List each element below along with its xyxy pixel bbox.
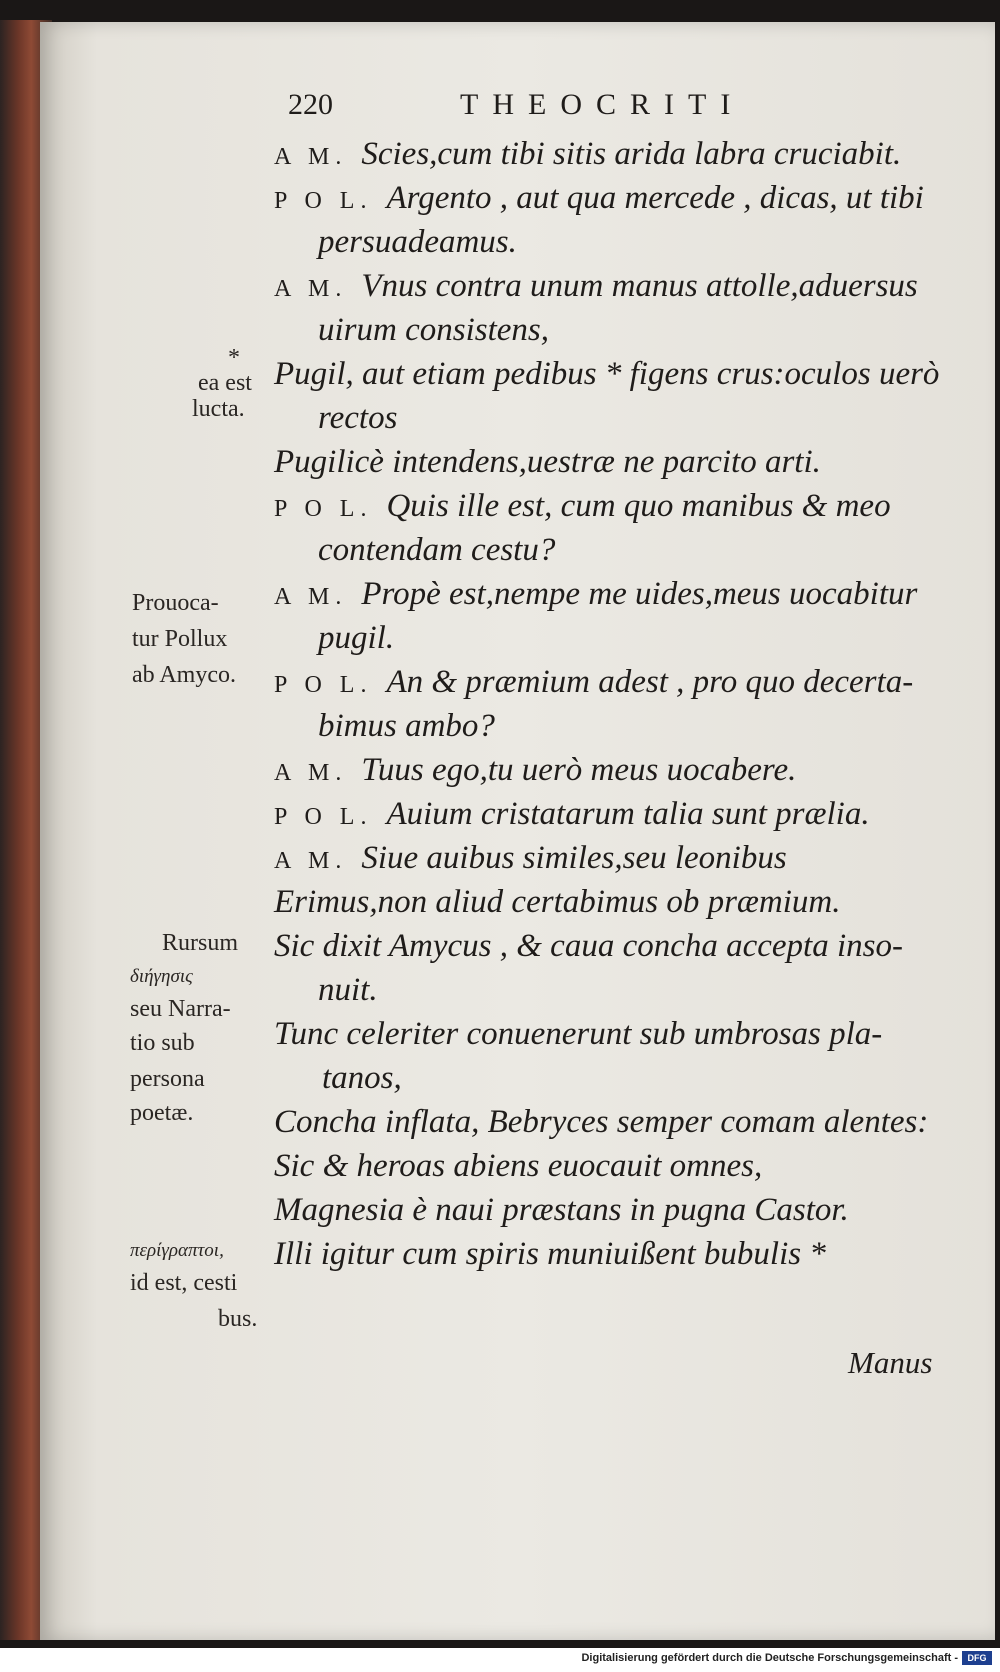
digitization-credit: Digitalisierung gefördert durch die Deutsche Forschungsgemeinschaft - <box>581 1652 958 1664</box>
text-line <box>318 620 394 657</box>
line-text: Pugil, aut etiam pedibus * figens crus:oculos uerò <box>274 356 940 392</box>
page-header <box>0 88 1000 128</box>
margin-note: lucta. <box>192 396 245 422</box>
text-line <box>274 1148 762 1185</box>
speaker-label: A M. <box>274 848 348 874</box>
margin-note: ea est <box>198 370 252 396</box>
line-text: Tuus ego,tu uerò meus uocabere. <box>361 752 797 788</box>
line-text: Quis ille est, cum quo manibus & meo <box>386 488 891 524</box>
line-text: bimus ambo? <box>318 708 495 744</box>
speaker-label: P O L. <box>274 496 373 522</box>
line-text: Auium cristatarum talia sunt prælia. <box>386 796 870 832</box>
line-text: Sic dixit Amycus , & caua concha accepta inso- <box>274 928 903 964</box>
catchword: Manus <box>848 1345 933 1380</box>
text-line <box>318 972 378 1009</box>
line-text: Argento , aut qua mercede , dicas, ut tibi <box>386 180 924 216</box>
margin-note: Prouoca- <box>132 590 219 616</box>
line-text: nuit. <box>318 972 378 1008</box>
margin-note: id est, cesti <box>130 1270 238 1296</box>
line-text: uirum consistens, <box>318 312 549 348</box>
line-text: contendam cestu? <box>318 532 556 568</box>
line-text: Concha inflata, Bebryces semper comam alentes: <box>274 1104 929 1140</box>
text-line <box>318 400 397 437</box>
page-number: 220 <box>288 88 333 121</box>
margin-note: Rursum <box>162 930 239 956</box>
text-line <box>318 312 549 349</box>
text-line <box>274 444 821 481</box>
text-line <box>274 180 924 217</box>
margin-note: persona <box>130 1066 205 1092</box>
text-line <box>274 136 901 173</box>
line-text: Illi igitur cum spiris muniuißent bubulis * <box>274 1236 826 1272</box>
speaker-label: A M. <box>274 584 348 610</box>
line-text: Vnus contra unum manus attolle,aduersus <box>361 268 918 304</box>
text-line <box>274 796 870 833</box>
line-text: Sic & heroas abiens euocauit omnes, <box>274 1148 763 1184</box>
dfg-logo: DFG <box>962 1651 992 1665</box>
line-text: Erimus,non aliud certabimus ob præmium. <box>274 884 841 920</box>
text-line <box>274 1192 849 1229</box>
speaker-label: P O L. <box>274 188 373 214</box>
line-text: tanos, <box>322 1060 402 1096</box>
text-line <box>322 1060 402 1097</box>
line-text: Scies,cum tibi sitis arida labra cruciabit. <box>361 136 902 172</box>
text-line <box>274 884 841 921</box>
line-text: Propè est,nempe me uides,meus uocabitur <box>361 576 918 612</box>
text-line <box>274 928 903 965</box>
line-text: Pugilicè intendens,uestræ ne parcito arti. <box>274 444 821 480</box>
text-line <box>274 1016 882 1053</box>
margin-note: * <box>228 345 240 371</box>
text-line <box>274 356 939 393</box>
speaker-label: P O L. <box>274 804 373 830</box>
margin-note: tur Pollux <box>132 626 228 652</box>
margin-note: tio sub <box>130 1030 195 1056</box>
text-line <box>274 1236 826 1273</box>
line-text: Siue auibus similes,seu leonibus <box>361 840 787 876</box>
margin-note: poetæ. <box>130 1100 194 1126</box>
speaker-label: A M. <box>274 276 348 302</box>
text-line <box>274 664 913 701</box>
text-line <box>318 224 517 261</box>
line-text: Magnesia è naui præstans in pugna Castor. <box>274 1192 849 1228</box>
line-text: Tunc celeriter conuenerunt sub umbrosas pla- <box>274 1016 883 1052</box>
text-line <box>274 1104 928 1141</box>
running-title: THEOCRITI <box>460 88 745 121</box>
line-text: An & præmium adest , pro quo decerta- <box>386 664 914 700</box>
text-line <box>274 268 918 305</box>
speaker-label: P O L. <box>274 672 373 698</box>
speaker-label: A M. <box>274 144 348 170</box>
line-text: pugil. <box>318 620 395 656</box>
text-line <box>318 532 555 569</box>
text-line <box>274 576 917 613</box>
text-line <box>274 488 891 525</box>
line-text: persuadeamus. <box>318 224 517 260</box>
text-line <box>274 840 787 877</box>
margin-note: bus. <box>218 1306 258 1332</box>
text-line <box>318 708 495 745</box>
speaker-label: A M. <box>274 760 348 786</box>
margin-note: διήγησις <box>130 966 193 987</box>
margin-note: seu Narra- <box>130 996 231 1022</box>
line-text: rectos <box>318 400 398 436</box>
text-line <box>274 752 796 789</box>
margin-note: περίγραπτοι, <box>130 1240 224 1261</box>
margin-note: ab Amyco. <box>132 662 236 688</box>
